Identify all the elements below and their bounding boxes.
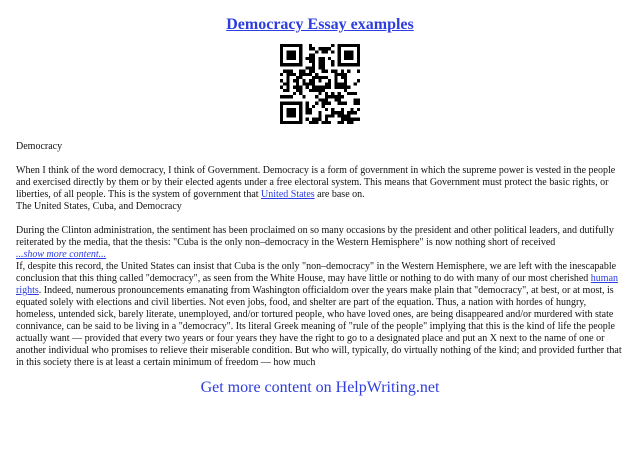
human-rights-link[interactable]: human rights [16,273,619,296]
footer [0,378,640,398]
qr-code-icon [280,44,360,124]
paragraph-text: . Indeed, numerous pronouncements emanating from Washington officialdom over the years make plain that "democracy", at best, or at most, is equated solely with elections and civil liberties. Not even jobs, food, and shelter are part of the equation. Thus, a nation with hordes of hungry, homeless, untended sick, barely literate, unemployed, and/or tortured people, who have loved ones, are being disappeared and/or murdered with state connivance, can be said to be living in a "democracy". Its literal Greek meaning of "rule of the people" implying that this is the kind of life the people actually want — provided that every two years or four years they have the right to go to a designated place and put an X next to the name of one or another individual who promises to relieve their miserable condition. But who will, typically, do virtually nothing of the kind; and provided further that in this society there is at least a certain minimum of freedom — how much [16,285,622,368]
helpwriting-link[interactable]: Get more content on HelpWriting.net [200,379,440,396]
page-title [0,16,640,34]
essay-content [16,141,626,369]
show-more-link[interactable]: ...show more content... [16,249,107,260]
paragraph-democracy [16,165,626,201]
paragraph-text: If, despite this record, the United States can insist that Cuba is the only "non–democracy" in the Western Hemisphere, we are left with the inescapable conclusion that this thing called "democracy", as seen from the White House, may have little or nothing to do with many of our most cherished [16,261,617,284]
paragraph-text: When I think of the word democracy, I think of Government. Democracy is a form of government in which the supreme power is vested in the people and exercised directly by them or by their elected agents under a free electoral system. This means that Government must protect the basic rights, or liberties, of all people. This is the system of government that [16,165,616,200]
united-states-link[interactable]: United States [261,189,315,200]
title-link[interactable]: Democracy Essay examples [226,16,414,33]
section-heading-us-cuba: The United States, Cuba, and Democracy [16,201,182,212]
paragraph-text: are base on. [314,189,365,200]
paragraph-clinton: During the Clinton administration, the sentiment has been proclaimed on so many occasions by the president and other political leaders, and dutifully reiterated by the media, that the thesis: "Cuba is the only non–democracy in the Western Hemisphere" is now nothing short of received [16,225,614,248]
paragraph-cuba [16,261,626,369]
section-heading-democracy: Democracy [16,141,63,152]
